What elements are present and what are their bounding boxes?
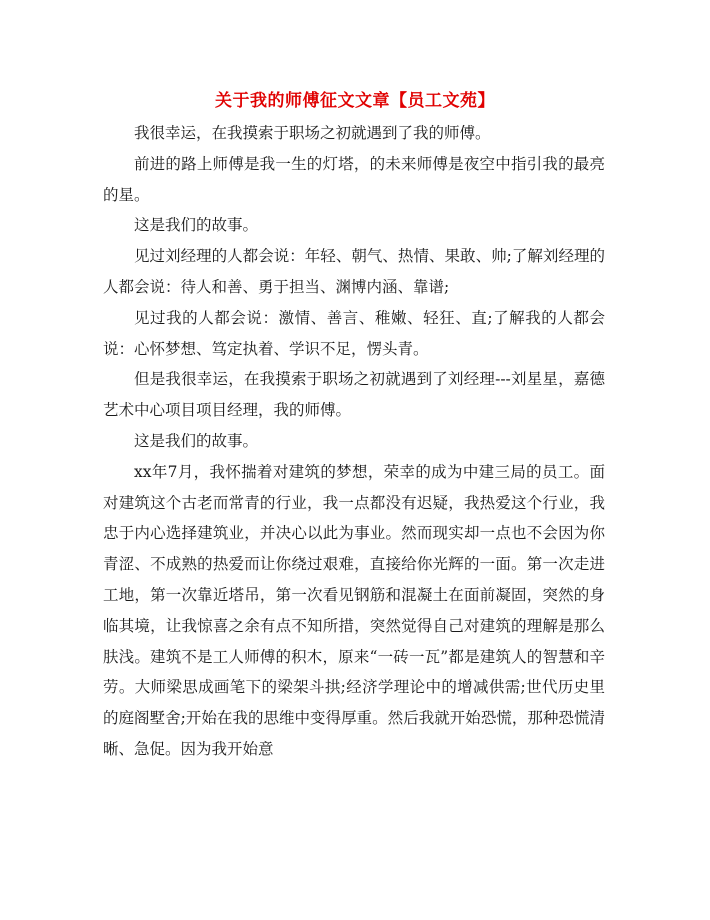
paragraph: xx年7月，我怀揣着对建筑的梦想，荣幸的成为中建三局的员工。面对建筑这个古老而常青的行业，我一点都没有迟疑，我热爱这个行业，我忠于内心选择建筑业，并决心以此为事业。然而现实却一点也不会因为你青涩、不成熟的热爱而让你绕过艰难，直接给你光辉的一面。第一次走进工地，第一次靠近塔吊，第一次看见钢筋和混凝土在面前凝固，突然的身临其境，让我惊喜之余有点不知所措，突然觉得自己对建筑的理解是那么肤浅。建筑不是工人师傅的积木，原来“一砖一瓦”都是建筑人的智慧和辛劳。大师梁思成画笔下的梁架斗拱;经济学理论中的增减供需;世代历史里的庭阁墅舍;开始在我的思维中变得厚重。然后我就开始恐慌，那种恐慌清晰、急促。因为我开始意 [103, 462, 605, 758]
paragraph: 但是我很幸运，在我摸索于职场之初就遇到了刘经理---刘星星，嘉德艺术中心项目项目经理，我的师傅。 [103, 370, 605, 420]
paragraph: 我很幸运，在我摸索于职场之初就遇到了我的师傅。 [134, 124, 491, 142]
document-body [103, 118, 605, 765]
paragraph: 见过我的人都会说：激情、善言、稚嫩、轻狂、直;了解我的人都会说：心怀梦想、笃定执着、学识不足，愣头青。 [103, 308, 605, 358]
paragraph: 见过刘经理的人都会说：年轻、朝气、热情、果敢、帅;了解刘经理的人都会说：待人和善、勇于担当、渊博内涵、靠谱; [103, 247, 605, 296]
paragraph: 这是我们的故事。 [134, 431, 259, 450]
paragraph: 前进的路上师傅是我一生的灯塔，的未来师傅是夜空中指引我的最亮的星。 [103, 154, 605, 204]
document-title: 关于我的师傅征文文章【员工文苑】 [215, 91, 495, 111]
paragraph: 这是我们的故事。 [134, 216, 259, 235]
